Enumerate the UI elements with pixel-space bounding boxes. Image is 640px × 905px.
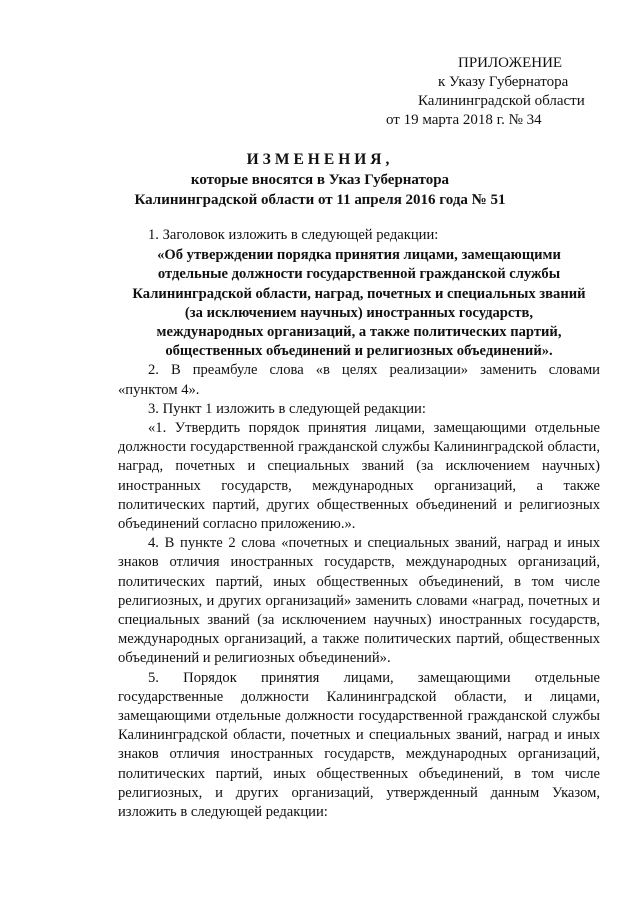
text-line: политических партий, иных общественных объединений, в том числе [118, 765, 600, 782]
text-line: религиозных, и других организаций» заменить словами «наград, почетных и [118, 592, 600, 609]
text-line: 4. В пункте 2 слова «почетных и специальных званий, наград и иных [148, 535, 600, 552]
quote-line: Калининградской области, наград, почетных и специальных званий [132, 285, 586, 302]
text-line: объединений согласно приложению.». [118, 516, 356, 533]
text-line: 5. Порядок принятия лицами, замещающими отдельные [148, 669, 600, 686]
text-line: международных организаций, а также политических партий, общественных [118, 631, 600, 648]
text-line: политических партий, других общественных объединений и религиозных [118, 496, 600, 513]
item-3-quote [118, 419, 600, 534]
item-3-intro: 3. Пункт 1 изложить в следующей редакции: [148, 400, 426, 417]
appendix-date: от 19 марта 2018 г. № 34 [386, 112, 542, 128]
text-line: «1. Утвердить порядок принятия лицами, замещающими отдельные [148, 420, 600, 437]
document-heading [110, 150, 530, 210]
quote-line: отдельные должности государственной гражданской службы [157, 266, 561, 283]
text-line: знаков отличия иностранных государств, международных организаций, [118, 746, 600, 763]
quote-line: «Об утверждении порядка принятия лицами, замещающими [157, 247, 561, 264]
text-line: религиозных, и других организаций, утвержденный данным Указом, [118, 784, 600, 801]
quote-line: международных организаций, а также политических партий, [156, 324, 562, 341]
appendix-decree-ref: к Указу Губернатора [438, 74, 569, 90]
text-line: «пунктом 4». [118, 381, 200, 398]
item-1-quote [118, 246, 600, 361]
item-1-intro: 1. Заголовок изложить в следующей редакции: [148, 227, 439, 243]
document-body [118, 226, 600, 822]
appendix-region: Калининградской области [418, 93, 585, 109]
heading-title: ИЗМЕНЕНИЯ, [246, 151, 394, 168]
quote-line: общественных объединений и религиозных объединений». [165, 343, 553, 360]
text-line: замещающими отдельные должности государственной гражданской службы [118, 708, 600, 725]
text-line: должности государственной гражданской службы Калининградской области, [118, 439, 600, 456]
quote-line: (за исключением научных) иностранных государств, [184, 304, 534, 321]
text-line: Калининградской области, почетных и специальных званий, наград и иных [118, 727, 600, 744]
text-line: государственные должности Калининградской области, и лицами, [118, 688, 600, 705]
item-2 [118, 361, 600, 399]
item-4 [118, 534, 600, 668]
appendix-block [380, 54, 610, 130]
heading-subtitle-2: Калининградской области от 11 апреля 2016 года № 51 [134, 192, 506, 208]
text-line: знаков отличия иностранных государств, международных организаций, [118, 554, 600, 571]
heading-subtitle-1: которые вносятся в Указ Губернатора [190, 172, 450, 188]
text-line: иностранных государств, международных организаций, а также [118, 477, 600, 494]
text-line: политических партий, иных общественных объединений, в том числе [118, 573, 600, 590]
text-line: 2. В преамбуле слова «в целях реализации» заменить словами [148, 362, 600, 379]
text-line: наград, почетных и специальных званий (за исключением научных) [118, 458, 600, 475]
text-line: объединений и религиозных объединений». [118, 650, 391, 667]
item-5 [118, 669, 600, 823]
text-line: специальных званий (за исключением научных) иностранных государств, [118, 612, 600, 629]
appendix-title: ПРИЛОЖЕНИЕ [458, 55, 563, 71]
text-line: изложить в следующей редакции: [118, 804, 328, 821]
